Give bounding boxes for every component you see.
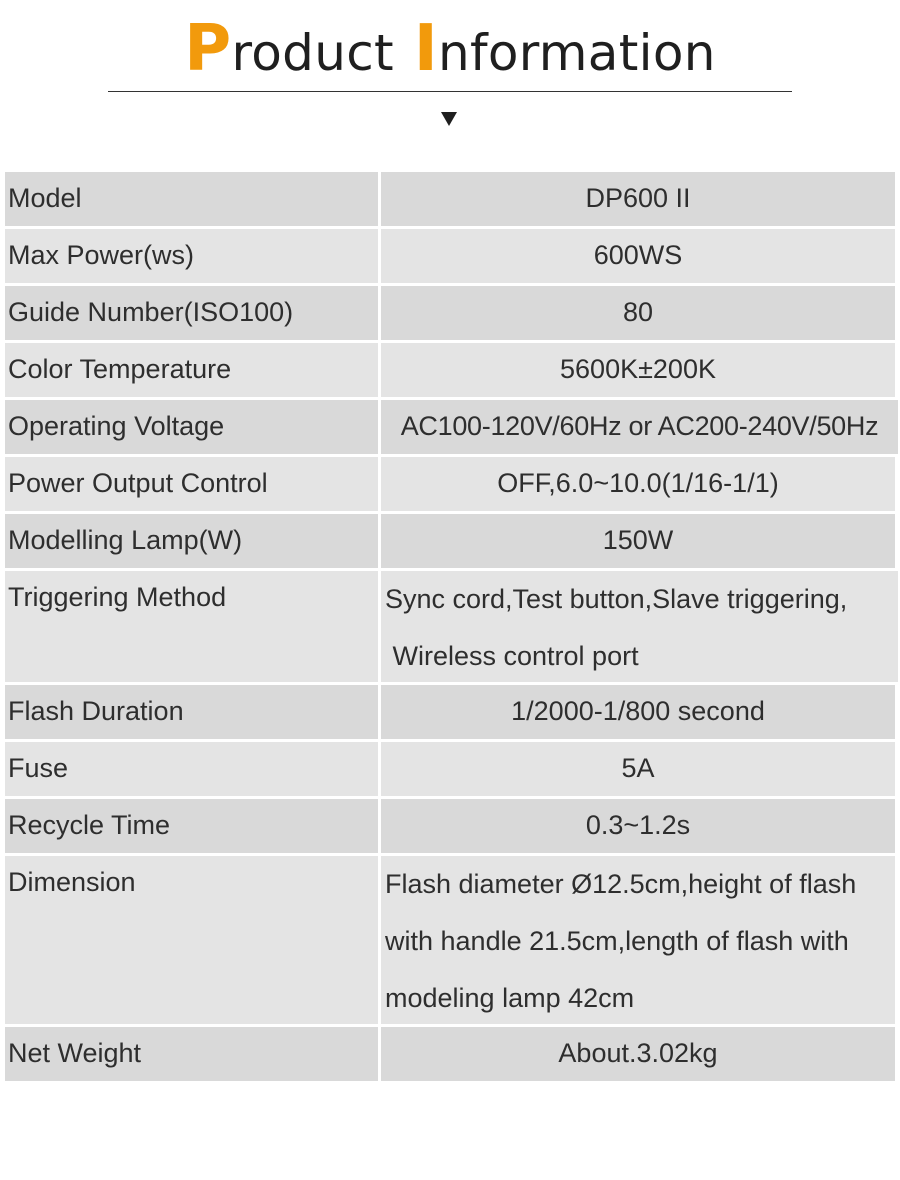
spec-row: [5, 742, 895, 796]
spec-value: AC100-120V/60Hz or AC200-240V/50Hz: [381, 400, 898, 454]
page-header: [0, 0, 900, 140]
spec-value-line: with handle 21.5cm,length of flash with: [385, 926, 849, 956]
spec-label: Triggering Method: [5, 571, 378, 682]
spec-label: Recycle Time: [5, 799, 378, 853]
spec-value-line: Flash diameter Ø12.5cm,height of flash: [385, 869, 857, 899]
spec-label: Model: [5, 172, 378, 226]
title-word-roduct: roduct: [231, 24, 394, 82]
spec-value-line: Wireless control port: [385, 641, 639, 671]
spec-label: Guide Number(ISO100): [5, 286, 378, 340]
spec-value: [381, 856, 895, 1024]
spec-label: Operating Voltage: [5, 400, 378, 454]
spec-row: [5, 172, 895, 226]
spec-value: 1/2000-1/800 second: [381, 685, 895, 739]
spec-value: 80: [381, 286, 895, 340]
spec-row: [5, 799, 895, 853]
spec-row: [5, 286, 895, 340]
spec-label: Max Power(ws): [5, 229, 378, 283]
spec-value: About.3.02kg: [381, 1027, 895, 1081]
spec-row: [5, 856, 895, 1024]
spec-value-line: modeling lamp 42cm: [385, 983, 635, 1013]
spec-value: 600WS: [381, 229, 895, 283]
spec-label: Fuse: [5, 742, 378, 796]
spec-row: [5, 400, 895, 454]
spec-value-line: Sync cord,Test button,Slave triggering,: [385, 584, 848, 614]
spec-row: [5, 457, 895, 511]
title-word-nformation: nformation: [438, 24, 716, 82]
spec-label: Power Output Control: [5, 457, 378, 511]
spec-row: [5, 685, 895, 739]
spec-value: [381, 571, 898, 682]
spec-label: Dimension: [5, 856, 378, 1024]
spec-table: [5, 172, 895, 1084]
spec-value: 150W: [381, 514, 895, 568]
spec-label: Color Temperature: [5, 343, 378, 397]
spec-value: 0.3~1.2s: [381, 799, 895, 853]
spec-value: OFF,6.0~10.0(1/16-1/1): [381, 457, 895, 511]
spec-row: [5, 1027, 895, 1081]
spec-label: Net Weight: [5, 1027, 378, 1081]
spec-row: [5, 571, 895, 682]
title-divider: [108, 91, 792, 92]
spec-label: Flash Duration: [5, 685, 378, 739]
spec-label: Modelling Lamp(W): [5, 514, 378, 568]
page-title: [0, 14, 900, 88]
title-initial-i: I: [413, 12, 439, 86]
spec-value: 5600K±200K: [381, 343, 895, 397]
spec-value: DP600 II: [381, 172, 895, 226]
spec-row: [5, 514, 895, 568]
spec-row: [5, 229, 895, 283]
title-initial-p: P: [184, 12, 232, 86]
spec-row: [5, 343, 895, 397]
triangle-down-icon: [441, 112, 457, 126]
spec-value: 5A: [381, 742, 895, 796]
